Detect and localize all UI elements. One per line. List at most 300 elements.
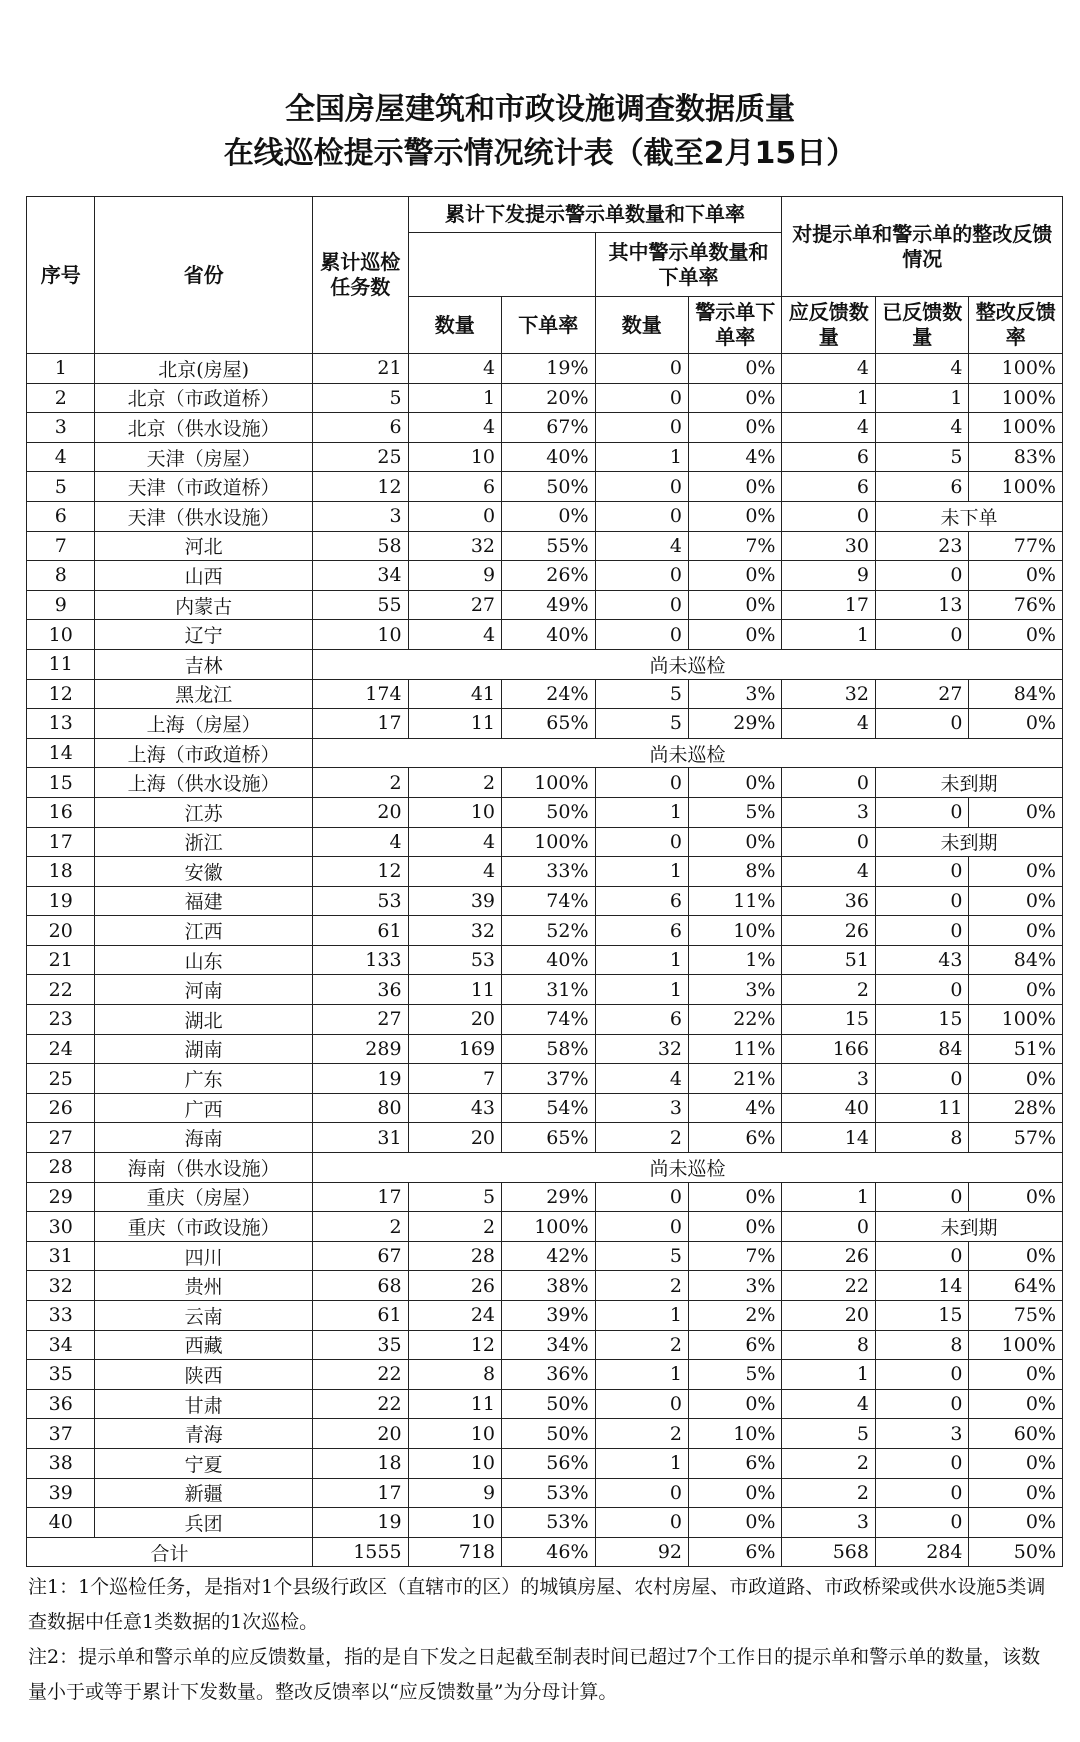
table-cell: 5% bbox=[689, 797, 782, 827]
table-cell: 24 bbox=[408, 1301, 501, 1331]
table-cell: 24% bbox=[502, 679, 595, 709]
row-province: 浙江 bbox=[95, 827, 312, 857]
table-cell: 36 bbox=[312, 975, 408, 1005]
row-seq: 35 bbox=[27, 1360, 95, 1390]
row-seq: 32 bbox=[27, 1271, 95, 1301]
table-cell: 0% bbox=[969, 620, 1063, 650]
table-cell: 5 bbox=[595, 679, 688, 709]
table-cell: 1 bbox=[782, 1182, 875, 1212]
row-province: 广东 bbox=[95, 1064, 312, 1094]
row-province: 海南（供水设施） bbox=[95, 1153, 312, 1183]
table-cell: 0 bbox=[875, 975, 968, 1005]
table-cell: 51 bbox=[782, 945, 875, 975]
document-title bbox=[0, 88, 1080, 176]
header-warning-group: 其中警示单数量和下单率 bbox=[595, 233, 782, 297]
table-cell: 0 bbox=[595, 354, 688, 384]
row-seq: 11 bbox=[27, 649, 95, 679]
table-row bbox=[27, 1241, 1063, 1271]
table-cell: 100% bbox=[969, 413, 1063, 443]
table-cell: 17 bbox=[782, 590, 875, 620]
table-cell: 6 bbox=[595, 886, 688, 916]
table-cell: 28 bbox=[408, 1241, 501, 1271]
table-cell: 17 bbox=[312, 709, 408, 739]
row-seq: 37 bbox=[27, 1419, 95, 1449]
table-cell: 10 bbox=[312, 620, 408, 650]
total-cell: 46% bbox=[502, 1537, 595, 1567]
row-seq: 28 bbox=[27, 1153, 95, 1183]
table-row bbox=[27, 768, 1063, 798]
table-cell: 7 bbox=[408, 1064, 501, 1094]
table-cell: 36 bbox=[782, 886, 875, 916]
table-cell: 26 bbox=[782, 916, 875, 946]
row-seq: 22 bbox=[27, 975, 95, 1005]
table-cell: 20 bbox=[408, 1005, 501, 1035]
table-cell: 0 bbox=[875, 1182, 968, 1212]
table-cell: 50% bbox=[502, 1389, 595, 1419]
table-cell: 0 bbox=[595, 1478, 688, 1508]
header-should-feedback: 应反馈数量 bbox=[782, 297, 875, 354]
table-cell: 53 bbox=[312, 886, 408, 916]
table-cell: 9 bbox=[782, 561, 875, 591]
row-seq: 36 bbox=[27, 1389, 95, 1419]
table-cell: 4 bbox=[782, 1389, 875, 1419]
table-row bbox=[27, 1448, 1063, 1478]
table-cell: 8 bbox=[875, 1123, 968, 1153]
table-cell: 27 bbox=[875, 679, 968, 709]
table-cell: 39 bbox=[408, 886, 501, 916]
table-cell: 0 bbox=[595, 472, 688, 502]
table-cell: 0% bbox=[969, 1064, 1063, 1094]
table-cell: 0% bbox=[969, 709, 1063, 739]
table-cell: 6 bbox=[782, 442, 875, 472]
row-seq: 16 bbox=[27, 797, 95, 827]
table-row bbox=[27, 738, 1063, 768]
row-province: 内蒙古 bbox=[95, 590, 312, 620]
table-row bbox=[27, 1508, 1063, 1538]
table-cell: 61 bbox=[312, 916, 408, 946]
table-row bbox=[27, 413, 1063, 443]
row-seq: 23 bbox=[27, 1005, 95, 1035]
row-province: 上海（市政道桥） bbox=[95, 738, 312, 768]
table-cell: 133 bbox=[312, 945, 408, 975]
table-cell: 166 bbox=[782, 1034, 875, 1064]
table-cell: 0% bbox=[969, 1478, 1063, 1508]
table-cell: 67% bbox=[502, 413, 595, 443]
table-cell: 22% bbox=[689, 1005, 782, 1035]
table-cell: 12 bbox=[408, 1330, 501, 1360]
table-cell: 6% bbox=[689, 1330, 782, 1360]
table-cell: 23 bbox=[875, 531, 968, 561]
table-row bbox=[27, 945, 1063, 975]
table-cell: 4 bbox=[408, 827, 501, 857]
header-count: 数量 bbox=[408, 297, 501, 354]
header-total-tasks: 累计巡检任务数 bbox=[312, 197, 408, 354]
table-cell: 0% bbox=[689, 1182, 782, 1212]
table-cell: 27 bbox=[312, 1005, 408, 1035]
table-cell: 22 bbox=[312, 1389, 408, 1419]
total-cell: 284 bbox=[875, 1537, 968, 1567]
row-province: 黑龙江 bbox=[95, 679, 312, 709]
row-province: 新疆 bbox=[95, 1478, 312, 1508]
table-cell: 74% bbox=[502, 886, 595, 916]
table-cell: 0% bbox=[969, 916, 1063, 946]
table-cell: 5 bbox=[782, 1419, 875, 1449]
table-cell: 0% bbox=[689, 472, 782, 502]
table-row bbox=[27, 442, 1063, 472]
row-province: 安徽 bbox=[95, 857, 312, 887]
table-cell: 10 bbox=[408, 797, 501, 827]
table-cell: 1 bbox=[595, 442, 688, 472]
table-cell: 6% bbox=[689, 1123, 782, 1153]
table-cell: 3% bbox=[689, 679, 782, 709]
table-cell: 10% bbox=[689, 1419, 782, 1449]
table-row bbox=[27, 649, 1063, 679]
table-cell: 6 bbox=[595, 916, 688, 946]
table-cell: 19% bbox=[502, 354, 595, 384]
table-cell: 57% bbox=[969, 1123, 1063, 1153]
table-cell: 60% bbox=[969, 1419, 1063, 1449]
table-cell: 65% bbox=[502, 1123, 595, 1153]
table-cell: 34% bbox=[502, 1330, 595, 1360]
table-cell: 100% bbox=[969, 1005, 1063, 1035]
table-cell: 0 bbox=[595, 383, 688, 413]
table-cell: 0 bbox=[875, 886, 968, 916]
table-cell: 4 bbox=[595, 1064, 688, 1094]
table-cell: 0% bbox=[969, 1182, 1063, 1212]
table-cell: 11 bbox=[408, 1389, 501, 1419]
table-cell: 84% bbox=[969, 945, 1063, 975]
row-province: 海南 bbox=[95, 1123, 312, 1153]
table-cell: 0% bbox=[969, 561, 1063, 591]
row-merged-status: 尚未巡检 bbox=[312, 738, 1062, 768]
row-merged-status: 尚未巡检 bbox=[312, 649, 1062, 679]
row-province: 江西 bbox=[95, 916, 312, 946]
row-province: 辽宁 bbox=[95, 620, 312, 650]
table-cell: 29% bbox=[502, 1182, 595, 1212]
row-feedback-status: 未到期 bbox=[875, 768, 1062, 798]
table-row bbox=[27, 709, 1063, 739]
table-cell: 32 bbox=[782, 679, 875, 709]
table-cell: 4 bbox=[782, 354, 875, 384]
table-cell: 0 bbox=[595, 1212, 688, 1242]
table-cell: 27 bbox=[408, 590, 501, 620]
table-cell: 31% bbox=[502, 975, 595, 1005]
table-row bbox=[27, 590, 1063, 620]
table-cell: 10 bbox=[408, 442, 501, 472]
table-cell: 0 bbox=[408, 501, 501, 531]
table-cell: 0 bbox=[875, 1241, 968, 1271]
table-cell: 4 bbox=[312, 827, 408, 857]
table-cell: 11 bbox=[408, 709, 501, 739]
row-seq: 15 bbox=[27, 768, 95, 798]
table-cell: 5 bbox=[595, 1241, 688, 1271]
row-seq: 14 bbox=[27, 738, 95, 768]
table-cell: 1 bbox=[595, 857, 688, 887]
table-cell: 0 bbox=[782, 768, 875, 798]
table-cell: 55 bbox=[312, 590, 408, 620]
table-cell: 8 bbox=[408, 1360, 501, 1390]
table-cell: 3 bbox=[782, 1064, 875, 1094]
row-province: 广西 bbox=[95, 1093, 312, 1123]
table-cell: 5 bbox=[875, 442, 968, 472]
row-province: 江苏 bbox=[95, 797, 312, 827]
table-cell: 33% bbox=[502, 857, 595, 887]
table-cell: 0% bbox=[689, 768, 782, 798]
table-cell: 32 bbox=[408, 531, 501, 561]
table-cell: 0% bbox=[689, 354, 782, 384]
table-cell: 22 bbox=[782, 1271, 875, 1301]
row-province: 西藏 bbox=[95, 1330, 312, 1360]
table-cell: 50% bbox=[502, 1419, 595, 1449]
table-cell: 2 bbox=[408, 1212, 501, 1242]
table-cell: 20 bbox=[782, 1301, 875, 1331]
table-cell: 0 bbox=[875, 916, 968, 946]
row-province: 重庆（房屋） bbox=[95, 1182, 312, 1212]
table-cell: 0% bbox=[689, 1212, 782, 1242]
header-seq: 序号 bbox=[27, 197, 95, 354]
table-cell: 61 bbox=[312, 1301, 408, 1331]
table-cell: 2 bbox=[312, 768, 408, 798]
table-row bbox=[27, 383, 1063, 413]
table-cell: 40% bbox=[502, 620, 595, 650]
table-row bbox=[27, 1301, 1063, 1331]
table-cell: 2 bbox=[782, 975, 875, 1005]
table-cell: 4% bbox=[689, 1093, 782, 1123]
table-row bbox=[27, 1182, 1063, 1212]
table-row bbox=[27, 501, 1063, 531]
total-cell: 1555 bbox=[312, 1537, 408, 1567]
table-cell: 0% bbox=[969, 886, 1063, 916]
table-cell: 37% bbox=[502, 1064, 595, 1094]
table-cell: 100% bbox=[969, 383, 1063, 413]
table-cell: 0% bbox=[689, 1508, 782, 1538]
table-row bbox=[27, 1034, 1063, 1064]
table-row bbox=[27, 472, 1063, 502]
row-seq: 3 bbox=[27, 413, 95, 443]
table-cell: 50% bbox=[502, 797, 595, 827]
total-cell: 718 bbox=[408, 1537, 501, 1567]
table-cell: 0% bbox=[689, 620, 782, 650]
table-row bbox=[27, 1389, 1063, 1419]
total-cell: 6% bbox=[689, 1537, 782, 1567]
table-cell: 0 bbox=[595, 1508, 688, 1538]
table-cell: 4 bbox=[782, 709, 875, 739]
table-cell: 2 bbox=[595, 1123, 688, 1153]
row-province: 宁夏 bbox=[95, 1448, 312, 1478]
table-cell: 40% bbox=[502, 442, 595, 472]
table-cell: 3 bbox=[875, 1419, 968, 1449]
table-cell: 41 bbox=[408, 679, 501, 709]
row-seq: 12 bbox=[27, 679, 95, 709]
table-cell: 1 bbox=[782, 383, 875, 413]
table-cell: 8% bbox=[689, 857, 782, 887]
table-cell: 25 bbox=[312, 442, 408, 472]
table-cell: 0 bbox=[875, 620, 968, 650]
table-cell: 5 bbox=[595, 709, 688, 739]
table-cell: 43 bbox=[875, 945, 968, 975]
table-cell: 0 bbox=[595, 620, 688, 650]
table-row bbox=[27, 1093, 1063, 1123]
table-cell: 0% bbox=[689, 383, 782, 413]
row-merged-status: 尚未巡检 bbox=[312, 1153, 1062, 1183]
table-cell: 21 bbox=[312, 354, 408, 384]
table-cell: 53% bbox=[502, 1508, 595, 1538]
table-cell: 0% bbox=[689, 501, 782, 531]
table-row bbox=[27, 797, 1063, 827]
total-label: 合计 bbox=[27, 1537, 313, 1567]
table-cell: 14 bbox=[782, 1123, 875, 1153]
row-province: 甘肃 bbox=[95, 1389, 312, 1419]
table-row bbox=[27, 827, 1063, 857]
table-cell: 0% bbox=[969, 797, 1063, 827]
table-row bbox=[27, 1360, 1063, 1390]
table-cell: 20 bbox=[312, 797, 408, 827]
table-cell: 4 bbox=[782, 413, 875, 443]
table-cell: 100% bbox=[969, 354, 1063, 384]
table-cell: 8 bbox=[782, 1330, 875, 1360]
table-row bbox=[27, 1271, 1063, 1301]
table-cell: 17 bbox=[312, 1478, 408, 1508]
table-cell: 2% bbox=[689, 1301, 782, 1331]
table-cell: 77% bbox=[969, 531, 1063, 561]
table-cell: 2 bbox=[595, 1419, 688, 1449]
row-province: 天津（房屋） bbox=[95, 442, 312, 472]
total-cell: 50% bbox=[969, 1537, 1063, 1567]
table-cell: 100% bbox=[969, 1330, 1063, 1360]
table-cell: 55% bbox=[502, 531, 595, 561]
row-province: 吉林 bbox=[95, 649, 312, 679]
table-row bbox=[27, 354, 1063, 384]
row-seq: 18 bbox=[27, 857, 95, 887]
table-cell: 10% bbox=[689, 916, 782, 946]
row-seq: 20 bbox=[27, 916, 95, 946]
table-cell: 1 bbox=[408, 383, 501, 413]
table-cell: 3% bbox=[689, 975, 782, 1005]
table-cell: 75% bbox=[969, 1301, 1063, 1331]
row-seq: 33 bbox=[27, 1301, 95, 1331]
table-cell: 4 bbox=[782, 857, 875, 887]
header-warn-rate: 警示单下单率 bbox=[689, 297, 782, 354]
table-cell: 0 bbox=[595, 590, 688, 620]
table-row bbox=[27, 1005, 1063, 1035]
table-cell: 13 bbox=[875, 590, 968, 620]
table-cell: 0% bbox=[969, 857, 1063, 887]
header-feedback-group: 对提示单和警示单的整改反馈情况 bbox=[782, 197, 1063, 297]
table-cell: 15 bbox=[782, 1005, 875, 1035]
table-cell: 1 bbox=[782, 620, 875, 650]
header-warn-count: 数量 bbox=[595, 297, 688, 354]
table-cell: 169 bbox=[408, 1034, 501, 1064]
table-cell: 30 bbox=[782, 531, 875, 561]
header-issued-group: 累计下发提示警示单数量和下单率 bbox=[408, 197, 782, 233]
row-province: 北京（供水设施） bbox=[95, 413, 312, 443]
table-row bbox=[27, 1212, 1063, 1242]
row-seq: 8 bbox=[27, 561, 95, 591]
table-cell: 10 bbox=[408, 1508, 501, 1538]
table-row bbox=[27, 975, 1063, 1005]
table-cell: 6 bbox=[782, 472, 875, 502]
table-cell: 12 bbox=[312, 472, 408, 502]
table-cell: 58 bbox=[312, 531, 408, 561]
table-cell: 0% bbox=[969, 975, 1063, 1005]
table-cell: 1 bbox=[875, 383, 968, 413]
table-cell: 9 bbox=[408, 561, 501, 591]
table-cell: 40% bbox=[502, 945, 595, 975]
table-cell: 0% bbox=[689, 1389, 782, 1419]
table-cell: 36% bbox=[502, 1360, 595, 1390]
table-cell: 0 bbox=[595, 827, 688, 857]
table-cell: 6 bbox=[312, 413, 408, 443]
table-row bbox=[27, 916, 1063, 946]
row-province: 贵州 bbox=[95, 1271, 312, 1301]
row-province: 福建 bbox=[95, 886, 312, 916]
table-cell: 53% bbox=[502, 1478, 595, 1508]
table-cell: 1 bbox=[595, 797, 688, 827]
table-cell: 22 bbox=[312, 1360, 408, 1390]
table-cell: 4 bbox=[408, 413, 501, 443]
table-cell: 19 bbox=[312, 1064, 408, 1094]
row-seq: 38 bbox=[27, 1448, 95, 1478]
table-cell: 1 bbox=[782, 1360, 875, 1390]
table-cell: 5 bbox=[312, 383, 408, 413]
table-cell: 1% bbox=[689, 945, 782, 975]
row-seq: 13 bbox=[27, 709, 95, 739]
row-seq: 7 bbox=[27, 531, 95, 561]
row-feedback-status: 未下单 bbox=[875, 501, 1062, 531]
table-cell: 0 bbox=[875, 1389, 968, 1419]
row-province: 河南 bbox=[95, 975, 312, 1005]
table-cell: 3 bbox=[312, 501, 408, 531]
table-cell: 15 bbox=[875, 1301, 968, 1331]
table-cell: 3 bbox=[782, 1508, 875, 1538]
table-cell: 53 bbox=[408, 945, 501, 975]
table-cell: 20 bbox=[312, 1419, 408, 1449]
table-cell: 6 bbox=[408, 472, 501, 502]
row-seq: 39 bbox=[27, 1478, 95, 1508]
table-cell: 0 bbox=[595, 413, 688, 443]
table-row bbox=[27, 531, 1063, 561]
row-province: 湖北 bbox=[95, 1005, 312, 1035]
row-seq: 19 bbox=[27, 886, 95, 916]
table-cell: 19 bbox=[312, 1508, 408, 1538]
table-cell: 174 bbox=[312, 679, 408, 709]
table-cell: 52% bbox=[502, 916, 595, 946]
table-cell: 7% bbox=[689, 1241, 782, 1271]
row-province: 山西 bbox=[95, 561, 312, 591]
table-cell: 32 bbox=[595, 1034, 688, 1064]
table-cell: 40 bbox=[782, 1093, 875, 1123]
table-cell: 67 bbox=[312, 1241, 408, 1271]
table-cell: 0% bbox=[502, 501, 595, 531]
table-cell: 0% bbox=[689, 827, 782, 857]
row-seq: 24 bbox=[27, 1034, 95, 1064]
table-cell: 1 bbox=[595, 1360, 688, 1390]
row-seq: 9 bbox=[27, 590, 95, 620]
table-cell: 0 bbox=[782, 827, 875, 857]
table-cell: 1 bbox=[595, 945, 688, 975]
row-province: 天津（供水设施） bbox=[95, 501, 312, 531]
table-cell: 6 bbox=[595, 1005, 688, 1035]
row-seq: 2 bbox=[27, 383, 95, 413]
table-cell: 0 bbox=[875, 1448, 968, 1478]
table-cell: 0% bbox=[689, 590, 782, 620]
table-cell: 76% bbox=[969, 590, 1063, 620]
table-cell: 38% bbox=[502, 1271, 595, 1301]
table-cell: 0 bbox=[875, 1508, 968, 1538]
table-cell: 0 bbox=[782, 501, 875, 531]
row-province: 北京（市政道桥） bbox=[95, 383, 312, 413]
footnote-2: 注2：提示单和警示单的应反馈数量，指的是自下发之日起截至制表时间已超过7个工作日的提示单和警示单的数量，该数量小于或等于累计下发数量。整改反馈率以“应反馈数量”为分母计算。 bbox=[28, 1646, 1041, 1703]
